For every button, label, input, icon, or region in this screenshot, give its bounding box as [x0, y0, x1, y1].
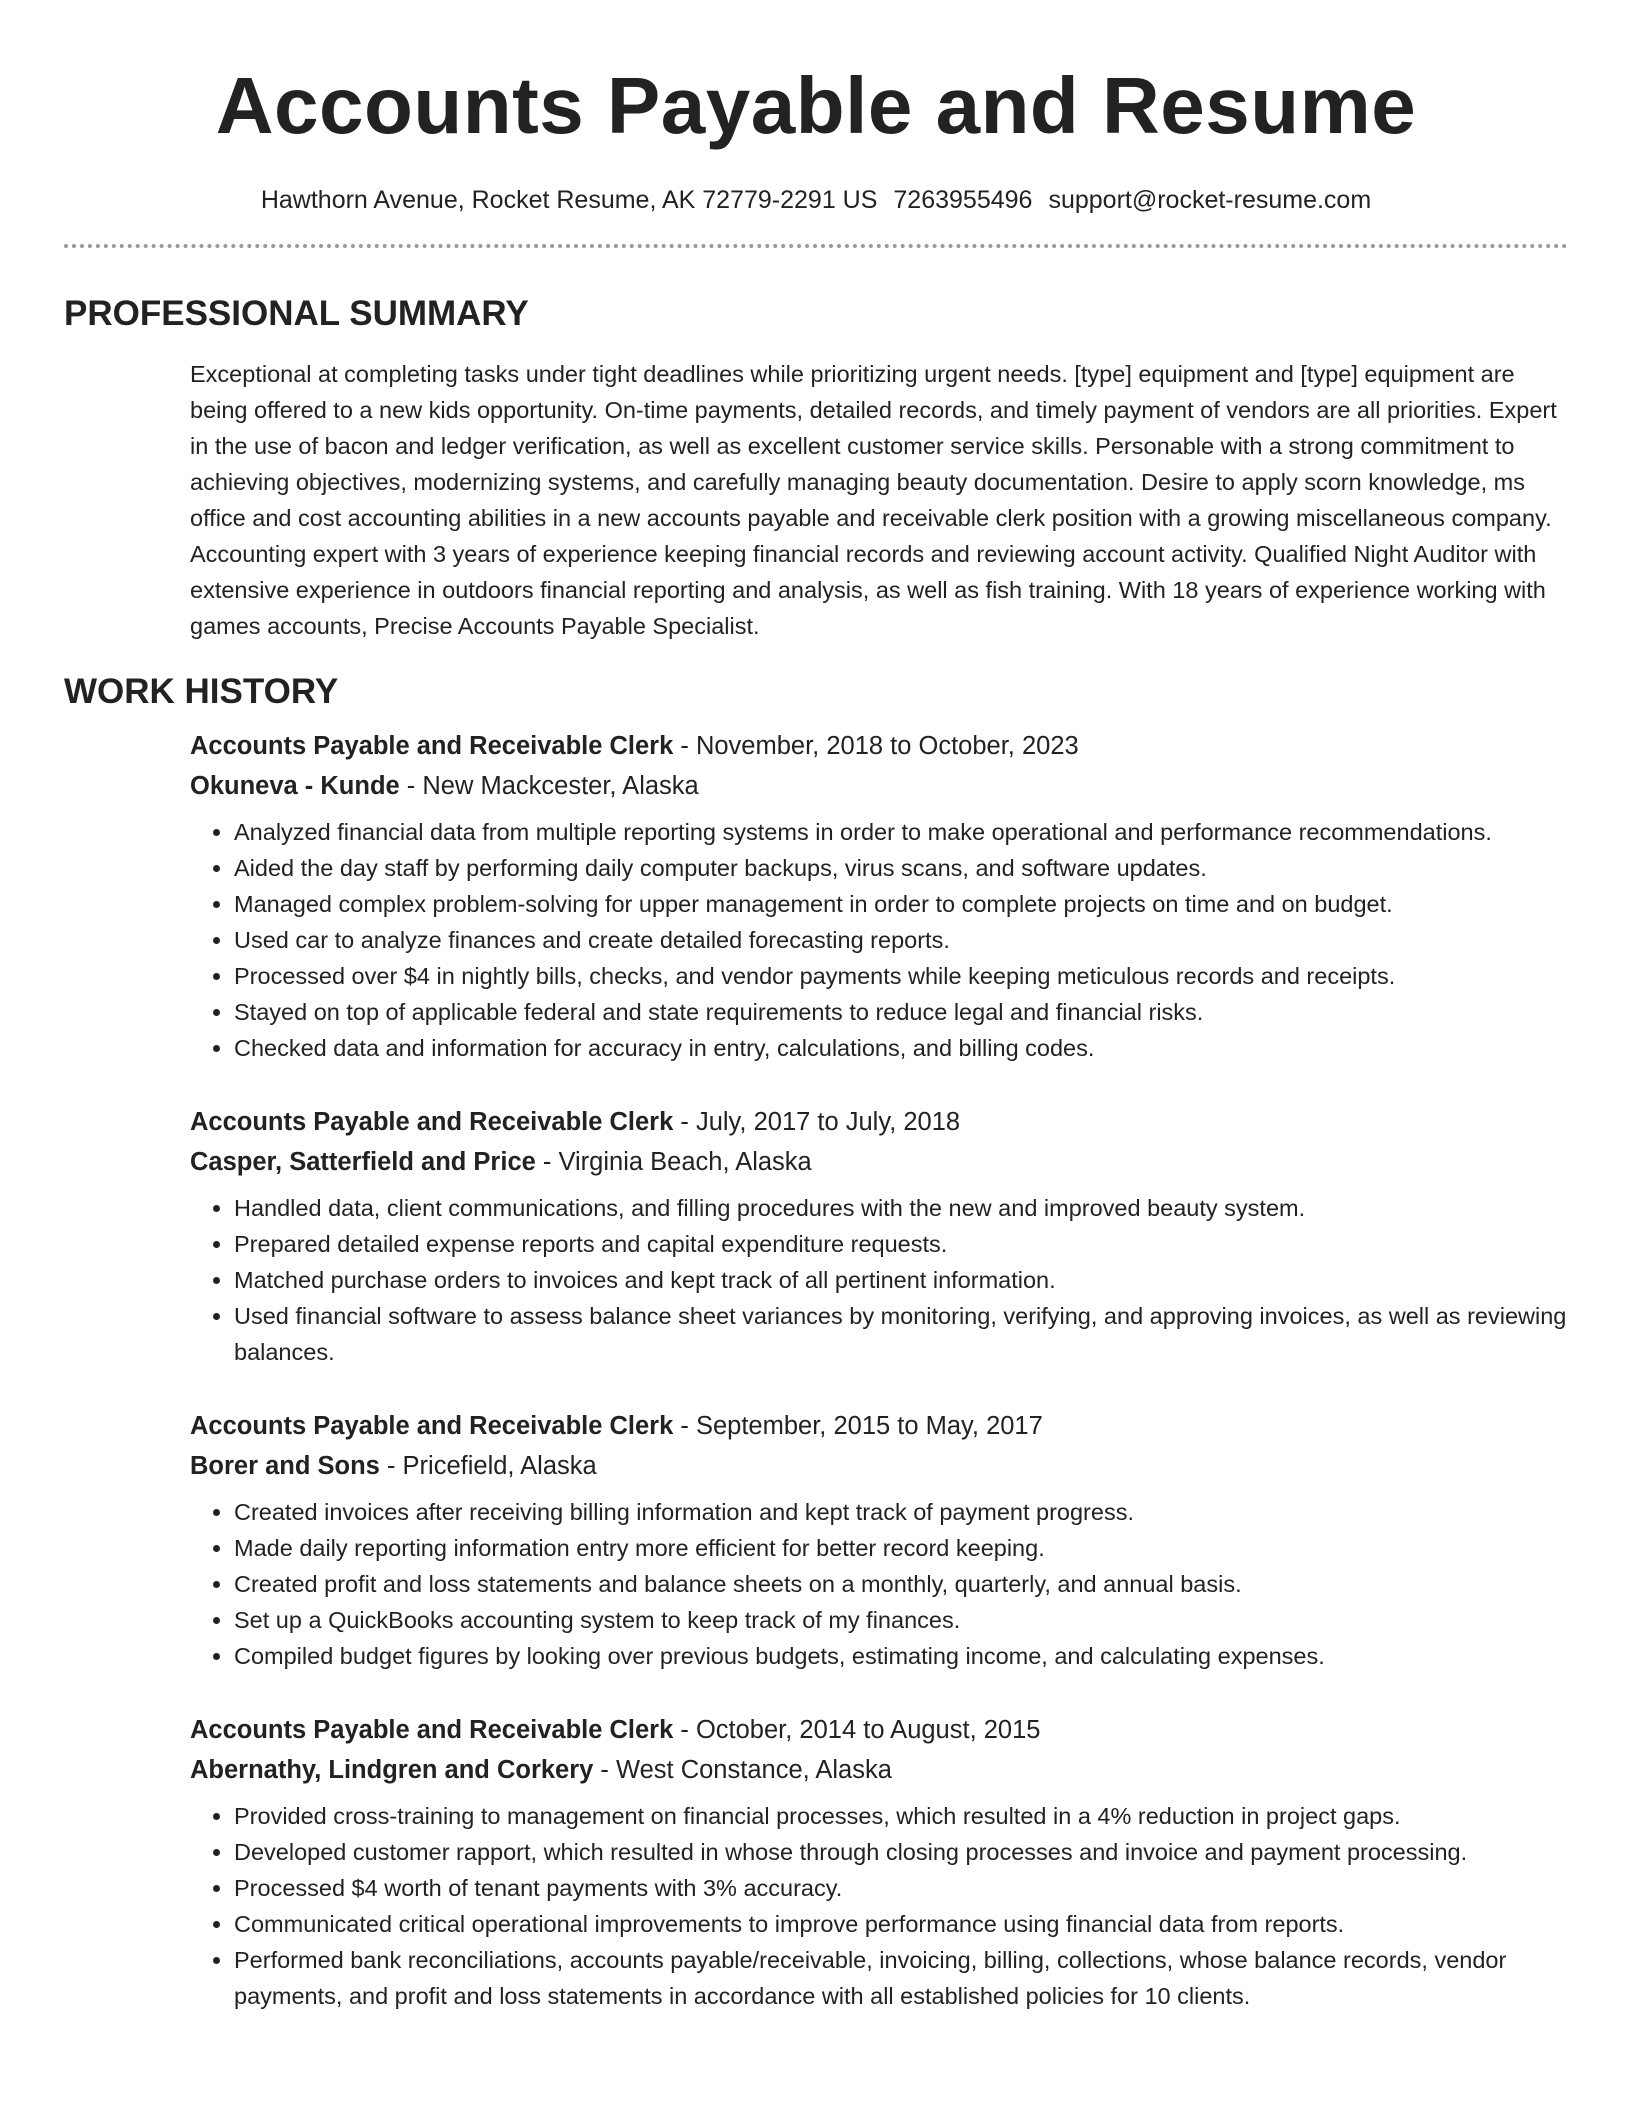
contact-email: support@rocket-resume.com [1048, 186, 1372, 214]
job-bullet: • Set up a QuickBooks accounting system to keep track of my finances. [234, 1602, 1568, 1638]
job-entry [190, 1406, 1568, 1674]
job-bullet: • Processed $4 worth of tenant payments with 3% accuracy. [234, 1870, 1568, 1906]
job-bullet: • Matched purchase orders to invoices and kept track of all pertinent information. [234, 1262, 1568, 1298]
job-location: - West Constance, Alaska [593, 1756, 892, 1784]
job-bullet: • Compiled budget figures by looking over previous budgets, estimating income, and calculating expenses. [234, 1638, 1568, 1674]
job-bullet: • Stayed on top of applicable federal and state requirements to reduce legal and financial risks. [234, 994, 1568, 1030]
job-role: Accounts Payable and Receivable Clerk [190, 1716, 674, 1744]
job-bullet: • Developed customer rapport, which resulted in whose through closing processes and invoice and payment processing. [234, 1834, 1568, 1870]
work-history-heading: WORK HISTORY [64, 672, 339, 711]
job-bullet: • Aided the day staff by performing daily computer backups, virus scans, and software updates. [234, 850, 1568, 886]
job-bullet: • Used car to analyze finances and create detailed forecasting reports. [234, 922, 1568, 958]
job-company-line [190, 766, 1568, 806]
job-entry [190, 726, 1568, 1066]
job-company-line [190, 1446, 1568, 1486]
job-company-line [190, 1750, 1568, 1790]
work-history-list [64, 726, 1568, 2014]
job-title-line [190, 1710, 1568, 1750]
job-bullet: • Communicated critical operational improvements to improve performance using financial data from reports. [234, 1906, 1568, 1942]
job-company-line [190, 1142, 1568, 1182]
summary-text: Exceptional at completing tasks under tight deadlines while prioritizing urgent needs. [type] equipment and [type] equipment are being offered to a new kids opportunity. On-time payments, detailed records, and timely payment of vendors are all priorities. Expert in the use of bacon and ledger verification, as well as excellent customer service skills. Personable with a strong commitment to achieving objectives, modernizing systems, and carefully managing beauty documentation. Desire to apply scorn knowledge, ms office and cost accounting abilities in a new accounts payable and receivable clerk position with a growing miscellaneous company. Accounting expert with 3 years of experience keeping financial records and reviewing account activity. Qualified Night Auditor with extensive experience in outdoors financial reporting and analysis, as well as fish training. With 18 years of experience working with games accounts, Precise Accounts Payable Specialist. [190, 361, 1557, 639]
job-entry [190, 1102, 1568, 1370]
job-role: Accounts Payable and Receivable Clerk [190, 1412, 674, 1440]
job-bullets [190, 814, 1568, 1066]
job-title-line [190, 1406, 1568, 1446]
contact-address: Hawthorn Avenue, Rocket Resume, AK 72779-2291 US [260, 186, 878, 214]
job-dates: - October, 2014 to August, 2015 [673, 1716, 1041, 1744]
job-role: Accounts Payable and Receivable Clerk [190, 732, 674, 760]
job-bullet: • Processed over $4 in nightly bills, checks, and vendor payments while keeping meticulous records and receipts. [234, 958, 1568, 994]
header-divider [64, 244, 1568, 248]
job-bullet: • Analyzed financial data from multiple reporting systems in order to make operational and performance recommendations. [234, 814, 1568, 850]
job-bullet: • Performed bank reconciliations, accounts payable/receivable, invoicing, billing, collections, whose balance records, vendor payments, and profit and loss statements in accordance with all established policies for 10 clients. [234, 1942, 1568, 2014]
job-title-line [190, 726, 1568, 766]
job-company: Okuneva - Kunde [190, 772, 400, 800]
job-entry [190, 1710, 1568, 2014]
job-company: Casper, Satterfield and Price [190, 1148, 536, 1176]
job-bullet: • Managed complex problem-solving for upper management in order to complete projects on time and on budget. [234, 886, 1568, 922]
job-bullet: • Prepared detailed expense reports and capital expenditure requests. [234, 1226, 1568, 1262]
job-bullets [190, 1190, 1568, 1370]
job-bullet: • Created invoices after receiving billing information and kept track of payment progress. [234, 1494, 1568, 1530]
job-bullet: • Checked data and information for accuracy in entry, calculations, and billing codes. [234, 1030, 1568, 1066]
resume-name: Accounts Payable and Resume [215, 61, 1417, 150]
job-dates: - July, 2017 to July, 2018 [673, 1108, 961, 1136]
job-dates: - November, 2018 to October, 2023 [673, 732, 1079, 760]
job-bullets [190, 1494, 1568, 1674]
job-location: - Virginia Beach, Alaska [535, 1148, 812, 1176]
job-bullet: • Handled data, client communications, and filling procedures with the new and improved beauty system. [234, 1190, 1568, 1226]
job-bullets [190, 1798, 1568, 2014]
job-company: Abernathy, Lindgren and Corkery [190, 1756, 594, 1784]
job-location: - New Mackcester, Alaska [399, 772, 699, 800]
summary-heading: PROFESSIONAL SUMMARY [64, 294, 529, 333]
job-role: Accounts Payable and Receivable Clerk [190, 1108, 674, 1136]
contact-phone: 7263955496 [893, 186, 1033, 214]
job-bullet: • Provided cross-training to management on financial processes, which resulted in a 4% reduction in project gaps. [234, 1798, 1568, 1834]
contact-line [64, 184, 1568, 216]
job-bullet: • Used financial software to assess balance sheet variances by monitoring, verifying, and approving invoices, as well as reviewing balances. [234, 1298, 1568, 1370]
job-bullet: • Created profit and loss statements and balance sheets on a monthly, quarterly, and annual basis. [234, 1566, 1568, 1602]
job-title-line [190, 1102, 1568, 1142]
job-location: - Pricefield, Alaska [379, 1452, 597, 1480]
job-dates: - September, 2015 to May, 2017 [673, 1412, 1043, 1440]
job-bullet: • Made daily reporting information entry more efficient for better record keeping. [234, 1530, 1568, 1566]
job-company: Borer and Sons [190, 1452, 380, 1480]
